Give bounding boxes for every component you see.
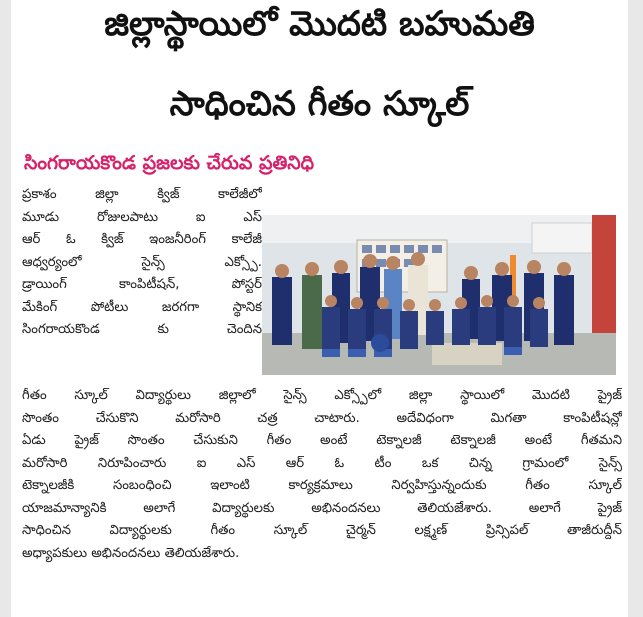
text-line: మూడు రోజులపాటు ఐ ఎస్ xyxy=(22,209,262,225)
text-line: ప్రకాశం జిల్లా క్విజ్ కాలేజీలో xyxy=(22,187,262,202)
article-body-narrow xyxy=(22,184,262,342)
headline-line-1: జిల్లాస్థాయిలో మొదటి బహుమతి xyxy=(104,4,535,44)
text-line: టెక్నాలజీకి సంబంధించి ఇలాంటి కార్యక్రమాలు నిర్వహిస్తున్నందుకు గీతం స్కూల్ xyxy=(22,478,622,493)
news-clipping xyxy=(11,0,628,617)
text-line: ఆర్ ఓ క్విజ్ ఇంజనీరింగ్ కాలేజీ xyxy=(22,232,262,247)
text-line: సింగరాయకొండ కు చెందిన xyxy=(22,322,262,337)
text-line: గీతం స్కూల్ విద్యార్థులు జిల్లాలో సైన్స్ ఎక్స్పోలో జిల్లా స్థాయిలో మొదటి ప్రైజ్ xyxy=(22,388,622,403)
group-photo xyxy=(262,215,616,375)
text-line: అధ్యాపకులు అభినందనలు తెలియజేశారు. xyxy=(22,545,240,561)
text-line: డ్రాయింగ్ కాంపిటీషన్, పోస్టర్ xyxy=(22,277,262,292)
text-line: యాజమాన్యానికి అలాగే విద్యార్థులకు అభినందనలు తెలియజేశారు. అలాగే ప్రైజ్ xyxy=(22,500,622,516)
text-line: ఆధ్వర్యంలో సైన్స్ ఎక్స్పో. xyxy=(22,254,262,270)
text-line: సాధించిన విద్యార్థులకు గీతం స్కూల్ చైర్మన్ లక్ష్మణ్ ప్రిన్సిపల్ తాజీరుద్దీన్ xyxy=(22,523,622,538)
group-photo-image xyxy=(262,215,616,375)
seated-row xyxy=(322,307,548,349)
article-body-wide xyxy=(22,385,622,565)
byline: సింగరాయకొండ ప్రజలకు చేరువ ప్రతినిధి xyxy=(24,152,315,174)
text-line: సొంతం చేసుకొని మరోసారి చత్ర చాటారు. అదేవిధంగా మిగతా కాంపిటీషన్లో xyxy=(22,410,622,426)
text-line: మేకింగ్ పోటీలు జరగగా స్థానిక xyxy=(22,299,262,315)
text-line: మరోసారి నిరూపించారు ఐ ఎస్ ఆర్ ఓ టీం ఒక చిన్న గ్రామంలో సైన్స్ xyxy=(22,455,622,471)
headline-line-2: సాధించిన గీతం స్కూల్ xyxy=(169,84,470,124)
text-line: ఏడు ప్రైజ్ సొంతం చేసుకుని గీతం అంటే టెక్నాలజీ టెక్నాలజీ అంటే గీతమని xyxy=(22,433,622,448)
